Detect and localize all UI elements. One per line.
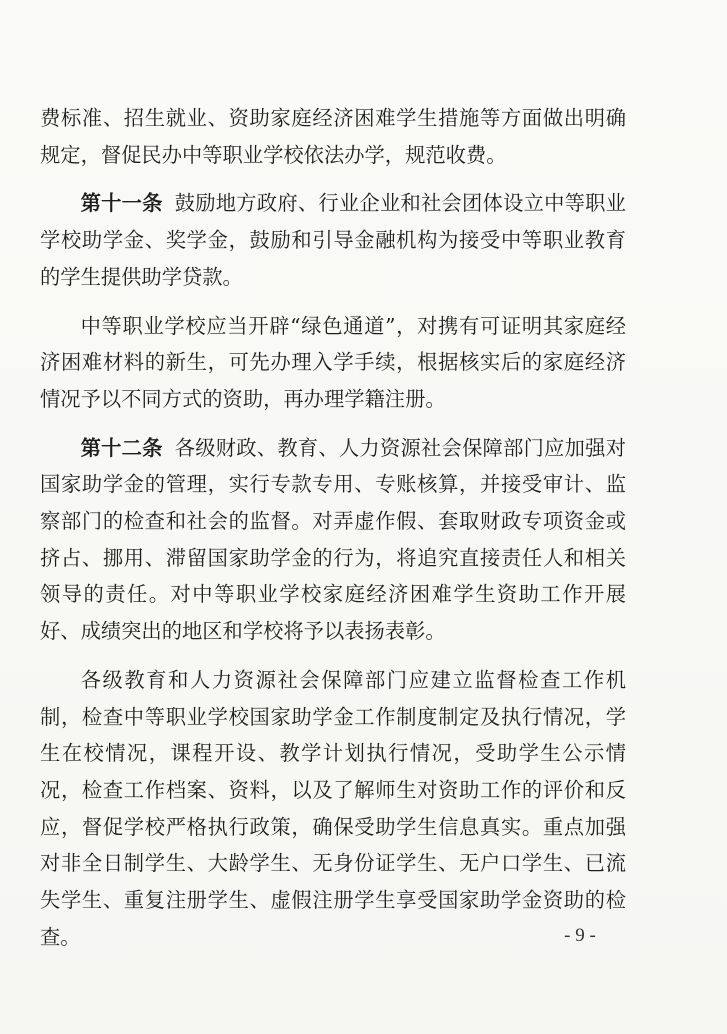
paragraph-text: 费标准、招生就业、资助家庭经济困难学生措施等方面做出明确规定，督促民办中等职业学校依法办学，规范收费。 (40, 106, 626, 167)
paragraph-continuation (40, 100, 626, 173)
article-label: 第十二条 (80, 435, 163, 460)
article-11-paragraph-2 (40, 308, 626, 418)
paragraph-text: 各级教育和人力资源社会保障部门应建立监督检查工作机制，检查中等职业学校国家助学金工作制度制定及执行情况，学生在校情况，课程开设、教学计划执行情况，受助学生公示情况，检查工作档案、资料，以及了解师生对资助工作的评价和反应，督促学校严格执行政策，确保受助学生信息真实。重点加强对非全日制学生、大龄学生、无身份证学生、无户口学生、已流失学生、重复注册学生、虚假注册学生享受国家助学金资助的检查。 (40, 667, 626, 949)
paragraph-text: 鼓励地方政府、行业企业和社会团体设立中等职业学校助学金、奖学金，鼓励和引导金融机构为接受中等职业教育的学生提供助学贷款。 (40, 191, 626, 289)
article-11 (40, 185, 626, 295)
article-12-paragraph-2 (40, 662, 626, 956)
document-body (40, 100, 626, 967)
article-12 (40, 430, 626, 650)
article-label: 第十一条 (80, 191, 163, 216)
page-number: - 9 - (564, 925, 596, 946)
paragraph-text: 各级财政、教育、人力资源社会保障部门应加强对国家助学金的管理，实行专款专用、专账核算，并接受审计、监察部门的检查和社会的监督。对弄虚作假、套取财政专项资金或挤占、挪用、滞留国家助学金的行为，将追究直接责任人和相关领导的责任。对中等职业学校家庭经济困难学生资助工作开展好、成绩突出的地区和学校将予以表扬表彰。 (40, 435, 626, 644)
paragraph-text: 中等职业学校应当开辟“绿色通道”，对携有可证明其家庭经济困难材料的新生，可先办理入学手续，根据核实后的家庭经济情况予以不同方式的资助，再办理学籍注册。 (40, 313, 626, 411)
